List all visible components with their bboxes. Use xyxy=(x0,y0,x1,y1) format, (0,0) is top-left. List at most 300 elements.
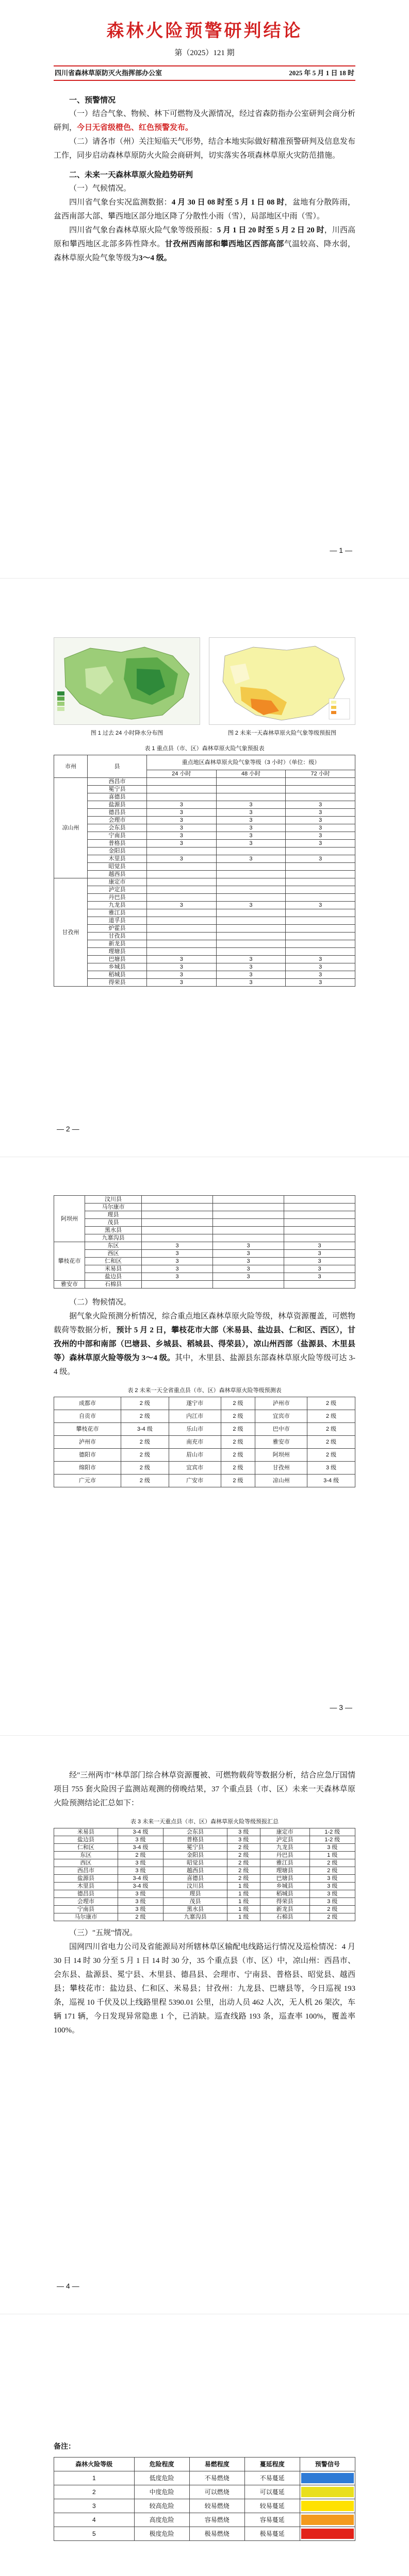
level-24h-cell xyxy=(147,940,217,948)
flammability-cell: 极易燃烧 xyxy=(189,2527,244,2541)
level-48h-cell: 3 xyxy=(216,840,286,848)
region-cell: 丹巴县 xyxy=(260,1852,309,1859)
county-cell: 西区 xyxy=(85,1250,142,1258)
level-48h-cell xyxy=(213,1196,284,1204)
warning-signal-swatch xyxy=(301,2487,354,2497)
level-cell: 2 级 xyxy=(309,1906,355,1913)
document-page-3 xyxy=(0,1157,409,1735)
level-24h-cell xyxy=(147,871,217,878)
table-row xyxy=(54,1462,355,1475)
weather-observation: 四川省气象台实况监测数据：4 月 30 日 08 时至 5 月 1 日 08 时，盆地有分散阵雨，盆西南部大部、攀西地区部分地区降了分散性小雨（雪），局部地区中雨（雪）。 xyxy=(54,198,355,221)
level-72h-cell xyxy=(286,948,355,956)
table-row xyxy=(54,793,355,801)
level-72h-cell: 3 xyxy=(284,1258,355,1265)
level-24h-cell xyxy=(147,793,217,801)
table-row xyxy=(54,1219,355,1227)
level-cell: 2 级 xyxy=(121,1436,169,1449)
table-row xyxy=(54,1890,355,1898)
table-row xyxy=(54,1410,355,1423)
level-48h-cell: 3 xyxy=(213,1265,284,1273)
precipitation-map xyxy=(54,637,200,725)
risk-level-cell: 3 xyxy=(54,2499,135,2513)
county-cell: 东区 xyxy=(85,1242,142,1250)
table-row xyxy=(54,1265,355,1273)
legend-row xyxy=(54,2471,355,2485)
region-cell: 冕宁县 xyxy=(163,1844,227,1852)
level-cell: 3 级 xyxy=(309,1890,355,1898)
table-row xyxy=(54,948,355,956)
level-cell: 2 级 xyxy=(309,1913,355,1921)
county-cell: 雅江县 xyxy=(88,909,147,917)
level-72h-cell xyxy=(284,1219,355,1227)
warning-signal-cell xyxy=(300,2471,355,2485)
county-summary-table xyxy=(54,1828,355,1921)
table-row xyxy=(54,1196,355,1204)
level-cell: 3 级 xyxy=(309,1883,355,1890)
level-48h-cell: 3 xyxy=(216,824,286,832)
level-cell: 3 级 xyxy=(118,1898,163,1906)
table-row xyxy=(54,1423,355,1436)
level-72h-cell xyxy=(286,886,355,894)
level-48h-cell xyxy=(216,948,286,956)
region-cell: 西昌市 xyxy=(54,1867,118,1875)
figure-1-caption: 图 1 过去 24 小时降水分布图 xyxy=(90,730,163,736)
level-cell: 3-4 级 xyxy=(307,1475,355,1487)
issuer-line xyxy=(54,66,355,80)
document-title: 森林火险预警研判结论 xyxy=(106,21,303,41)
level-cell: 2 级 xyxy=(221,1423,255,1436)
region-cell: 昭觉县 xyxy=(163,1859,227,1867)
section-1-para-2: （二）请各市（州）关注短临天气形势，结合本地实际做好精准预警研判及信息发布工作，同步启动森林草原防火火险会商研判，切实落实各项森林草原火灾防范措施。 xyxy=(54,138,356,160)
region-cell: 阿坝州 xyxy=(255,1449,307,1462)
legend-row xyxy=(54,2499,355,2513)
table-1-caption: 表 1 重点县（市、区）森林草原火险气象预报表 xyxy=(144,745,265,752)
level-24h-cell xyxy=(147,894,217,902)
level-cell: 3 级 xyxy=(118,1906,163,1913)
table-row xyxy=(54,778,355,786)
region-cell: 得荣县 xyxy=(260,1898,309,1906)
page-number: — 3 — xyxy=(330,1703,352,1711)
level-48h-cell xyxy=(216,933,286,940)
table-row xyxy=(54,1836,355,1844)
level-48h-cell: 3 xyxy=(216,902,286,909)
level-72h-cell xyxy=(286,917,355,925)
level-24h-cell: 3 xyxy=(147,963,217,971)
region-cell: 马尔康市 xyxy=(54,1913,118,1921)
region-cell: 巴塘县 xyxy=(260,1875,309,1883)
table-1-continued-body xyxy=(54,1196,355,1289)
region-cell: 稻城县 xyxy=(260,1890,309,1898)
region-cell: 德阳市 xyxy=(54,1449,121,1462)
legend-row xyxy=(54,2527,355,2541)
level-24h-cell xyxy=(142,1211,213,1219)
level-24h-cell xyxy=(147,848,217,855)
power-line-inspection: 国网四川省电力公司及省能源局对所辖林草区输配电线路运行情况及巡检情况：4 月 30 日 14 时 30 分至 5 月 1 日 14 时 30 分，35 个重点县（市、区）中，凉山州：西昌市、会东县、盐源县、冕宁县、木里县、德昌县、会理市、宁南县、普格县、昭觉县、越西县；攀枝花市：盐边县、仁和区、米易县；甘孜州：九龙县、巴塘县等，今日巡视 193 条，巡视 10 千伏及以上线路里程 5390.01 公里，出动人员 462 人次，无人机 26 架次，车辆 171 辆，今日发现异常隐患 1 个，已消缺。巡查线路 193 条，巡查率 100%，覆盖率 100%。 xyxy=(54,1943,355,2035)
county-cell: 盐边县 xyxy=(85,1273,142,1281)
region-cell: 木里县 xyxy=(54,1883,118,1890)
level-48h-cell: 3 xyxy=(216,971,286,979)
level-72h-cell xyxy=(284,1204,355,1211)
level-48h-cell xyxy=(216,925,286,933)
level-cell: 2 级 xyxy=(309,1867,355,1875)
level-48h-cell xyxy=(216,793,286,801)
region-cell: 攀枝花市 xyxy=(54,1423,121,1436)
table-row xyxy=(54,809,355,817)
region-cell: 九龙县 xyxy=(260,1844,309,1852)
table-row xyxy=(54,1258,355,1265)
level-24h-cell xyxy=(142,1227,213,1234)
level-48h-cell: 3 xyxy=(216,855,286,863)
county-cell: 喜德县 xyxy=(88,793,147,801)
level-cell: 2 级 xyxy=(221,1436,255,1449)
spread-cell: 容易蔓延 xyxy=(244,2513,300,2527)
level-48h-cell xyxy=(213,1227,284,1234)
figure-1 xyxy=(54,637,200,737)
region-cell: 石棉县 xyxy=(260,1913,309,1921)
region-cell: 成都市 xyxy=(54,1397,121,1410)
level-24h-cell: 3 xyxy=(142,1273,213,1281)
level-cell: 3-4 级 xyxy=(118,1883,163,1890)
county-cell: 康定市 xyxy=(88,878,147,886)
warning-signal-swatch xyxy=(301,2529,354,2539)
level-24h-cell xyxy=(142,1234,213,1242)
level-24h-cell xyxy=(147,909,217,917)
table-row xyxy=(54,1436,355,1449)
level-72h-cell xyxy=(286,925,355,933)
level-cell: 2 级 xyxy=(221,1397,255,1410)
spread-cell: 极易蔓延 xyxy=(244,2527,300,2541)
level-48h-cell: 3 xyxy=(216,956,286,963)
level-72h-cell xyxy=(286,871,355,878)
danger-degree-cell: 极度危险 xyxy=(134,2527,189,2541)
flammability-cell: 不易燃烧 xyxy=(189,2471,244,2485)
level-cell: 1-2 级 xyxy=(309,1836,355,1844)
weather-subheading: （一）气候情况。 xyxy=(69,184,132,193)
county-cell: 丹巴县 xyxy=(88,894,147,902)
spread-cell: 不易蔓延 xyxy=(244,2471,300,2485)
key-county-fire-risk-table xyxy=(54,755,355,987)
table-row xyxy=(54,1250,355,1258)
level-cell: 2 级 xyxy=(221,1410,255,1423)
level-24h-cell: 3 xyxy=(147,979,217,987)
level-24h-cell: 3 xyxy=(142,1242,213,1250)
level-cell: 2 级 xyxy=(121,1475,169,1487)
county-cell: 得荣县 xyxy=(88,979,147,987)
county-cell: 木里县 xyxy=(88,855,147,863)
key-county-fire-risk-table-continued xyxy=(54,1195,355,1289)
county-cell: 巴塘县 xyxy=(88,956,147,963)
level-cell: 1 级 xyxy=(227,1883,260,1890)
region-cell: 雅江县 xyxy=(260,1859,309,1867)
region-cell: 宁南县 xyxy=(54,1906,118,1913)
level-cell: 1-2 级 xyxy=(309,1828,355,1836)
level-24h-cell xyxy=(147,933,217,940)
region-cell: 理县 xyxy=(163,1890,227,1898)
region-cell: 普格县 xyxy=(163,1836,227,1844)
table-row xyxy=(54,979,355,987)
county-cell: 炉霍县 xyxy=(88,925,147,933)
region-cell: 喜德县 xyxy=(163,1875,227,1883)
level-72h-cell xyxy=(286,848,355,855)
city-cell: 甘孜州 xyxy=(54,878,88,987)
level-24h-cell: 3 xyxy=(147,902,217,909)
region-cell: 内江市 xyxy=(169,1410,221,1423)
level-cell: 3-4 级 xyxy=(121,1423,169,1436)
level-72h-cell xyxy=(286,933,355,940)
table-row xyxy=(54,1898,355,1906)
level-72h-cell xyxy=(284,1196,355,1204)
level-24h-cell xyxy=(147,886,217,894)
col-city: 市州 xyxy=(54,755,88,778)
table-row xyxy=(54,1281,355,1289)
table-row xyxy=(54,871,355,878)
region-cell: 广元市 xyxy=(54,1475,121,1487)
level-48h-cell: 3 xyxy=(213,1250,284,1258)
city-cell: 雅安市 xyxy=(54,1281,85,1289)
level-48h-cell xyxy=(216,848,286,855)
table-row xyxy=(54,824,355,832)
table-row xyxy=(54,1227,355,1234)
level-cell: 3-4 级 xyxy=(118,1844,163,1852)
weather-forecast: 四川省气象台森林草原火险气象等级预报：5 月 1 日 20 时至 5 月 2 日 20 时，川西高原和攀西地区北部多阵性降水。甘孜州西南部和攀西地区西部高部气温较高、降水弱，森林草原火险气象等级为3～4 级。 xyxy=(54,226,355,262)
level-cell: 3 级 xyxy=(309,1875,355,1883)
county-cell: 稻城县 xyxy=(88,971,147,979)
level-48h-cell xyxy=(216,778,286,786)
table-3-caption: 表 3 未来一天重点县（市、区）森林草原火险等级预报汇总 xyxy=(130,1819,279,1825)
city-cell: 凉山州 xyxy=(54,778,88,878)
issue-number: 第（2025）121 期 xyxy=(174,49,235,57)
region-cell: 理塘县 xyxy=(260,1867,309,1875)
region-cell: 仁和区 xyxy=(54,1844,118,1852)
level-cell: 2 级 xyxy=(221,1475,255,1487)
region-cell: 广安市 xyxy=(169,1475,221,1487)
table-row xyxy=(54,963,355,971)
level-72h-cell: 3 xyxy=(286,855,355,863)
table-row xyxy=(54,1204,355,1211)
level-cell: 3 级 xyxy=(118,1890,163,1898)
level-48h-cell xyxy=(213,1281,284,1289)
flammability-cell: 可以燃烧 xyxy=(189,2485,244,2499)
table-row xyxy=(54,832,355,840)
level-48h-cell: 3 xyxy=(216,801,286,809)
region-cell: 泸州市 xyxy=(54,1436,121,1449)
legend-body xyxy=(54,2471,355,2541)
level-cell: 1 级 xyxy=(227,1913,260,1921)
county-cell: 理县 xyxy=(85,1211,142,1219)
level-24h-cell xyxy=(147,925,217,933)
document-page-2 xyxy=(0,579,409,1157)
table-row xyxy=(54,956,355,963)
page-number: — 1 — xyxy=(330,546,352,554)
level-cell: 2 级 xyxy=(307,1436,355,1449)
level-72h-cell: 3 xyxy=(284,1242,355,1250)
table-row xyxy=(54,855,355,863)
level-24h-cell: 3 xyxy=(147,840,217,848)
region-cell: 金阳县 xyxy=(163,1852,227,1859)
level-cell: 3 级 xyxy=(309,1898,355,1906)
level-cell: 2 级 xyxy=(221,1462,255,1475)
region-cell: 泸州市 xyxy=(255,1397,307,1410)
level-72h-cell xyxy=(286,786,355,793)
region-cell: 九寨沟县 xyxy=(163,1913,227,1921)
risk-level-cell: 1 xyxy=(54,2471,135,2485)
table-row xyxy=(54,1273,355,1281)
table-row xyxy=(54,840,355,848)
danger-degree-cell: 中度危险 xyxy=(134,2485,189,2499)
table-row xyxy=(54,894,355,902)
fire-risk-level-legend xyxy=(54,2457,355,2541)
level-48h-cell xyxy=(216,871,286,878)
table-row xyxy=(54,1475,355,1487)
table-row xyxy=(54,886,355,894)
level-cell: 3 级 xyxy=(118,1859,163,1867)
col-level-header: 重点地区森林草原火险气象等级（3 小时）（单位：级） xyxy=(147,755,355,770)
level-72h-cell xyxy=(286,909,355,917)
level-48h-cell xyxy=(213,1219,284,1227)
county-cell: 汶川县 xyxy=(85,1196,142,1204)
level-cell: 2 级 xyxy=(307,1423,355,1436)
city-cell: 阿坝州 xyxy=(54,1196,85,1242)
region-cell: 康定市 xyxy=(260,1828,309,1836)
level-72h-cell: 3 xyxy=(286,801,355,809)
level-cell: 1 级 xyxy=(227,1890,260,1898)
county-cell: 甘孜县 xyxy=(88,933,147,940)
warning-signal-swatch xyxy=(301,2501,354,2511)
legend-col-signal: 预警信号 xyxy=(300,2458,355,2471)
region-cell: 绵阳市 xyxy=(54,1462,121,1475)
table-row xyxy=(54,1906,355,1913)
section-2-heading: 二、未来一天森林草原火险趋势研判 xyxy=(69,170,193,179)
level-48h-cell xyxy=(216,894,286,902)
col-24h: 24 小时 xyxy=(147,770,217,778)
level-72h-cell: 3 xyxy=(286,809,355,817)
risk-level-cell: 5 xyxy=(54,2527,135,2541)
county-cell: 理塘县 xyxy=(88,948,147,956)
county-cell: 金阳县 xyxy=(88,848,147,855)
document-page-4 xyxy=(0,1736,409,2314)
issue-date: 2025 年 5 月 1 日 18 时 xyxy=(289,69,354,77)
region-cell: 茂县 xyxy=(163,1898,227,1906)
county-cell: 仁和区 xyxy=(85,1258,142,1265)
region-cell: 西区 xyxy=(54,1859,118,1867)
table-row xyxy=(54,902,355,909)
level-72h-cell: 3 xyxy=(286,956,355,963)
level-24h-cell: 3 xyxy=(147,971,217,979)
level-72h-cell: 3 xyxy=(284,1250,355,1258)
county-cell: 黑水县 xyxy=(85,1227,142,1234)
level-24h-cell: 3 xyxy=(147,956,217,963)
level-cell: 3 级 xyxy=(118,1867,163,1875)
level-24h-cell: 3 xyxy=(142,1265,213,1273)
level-72h-cell: 3 xyxy=(286,817,355,824)
legend-row xyxy=(54,2513,355,2527)
level-48h-cell xyxy=(216,940,286,948)
page-number: — 2 — xyxy=(57,1125,79,1133)
county-cell: 茂县 xyxy=(85,1219,142,1227)
level-48h-cell xyxy=(216,786,286,793)
level-cell: 2 级 xyxy=(227,1867,260,1875)
level-72h-cell xyxy=(284,1211,355,1219)
region-cell: 黑水县 xyxy=(163,1906,227,1913)
table-row xyxy=(54,1852,355,1859)
table-row xyxy=(54,786,355,793)
warning-signal-swatch xyxy=(301,2515,354,2525)
level-24h-cell: 3 xyxy=(147,824,217,832)
level-24h-cell xyxy=(142,1219,213,1227)
table-row xyxy=(54,1828,355,1836)
table-row xyxy=(54,863,355,871)
level-24h-cell xyxy=(147,786,217,793)
warning-signal-cell xyxy=(300,2527,355,2541)
danger-degree-cell: 较高危险 xyxy=(134,2499,189,2513)
level-cell: 2 级 xyxy=(121,1449,169,1462)
level-cell: 2 级 xyxy=(227,1852,260,1859)
table-row xyxy=(54,933,355,940)
level-48h-cell: 3 xyxy=(216,963,286,971)
county-cell: 道孚县 xyxy=(88,917,147,925)
level-24h-cell xyxy=(147,948,217,956)
level-cell: 2 级 xyxy=(221,1449,255,1462)
level-24h-cell: 3 xyxy=(142,1250,213,1258)
figure-2-caption: 图 2 未来一天森林草原火险气象等级预报图 xyxy=(227,730,337,736)
county-cell: 米易县 xyxy=(85,1265,142,1273)
level-72h-cell xyxy=(284,1234,355,1242)
level-72h-cell: 3 xyxy=(284,1273,355,1281)
table-row xyxy=(54,1867,355,1875)
county-cell: 普格县 xyxy=(88,840,147,848)
level-48h-cell: 3 xyxy=(213,1242,284,1250)
level-48h-cell: 3 xyxy=(213,1273,284,1281)
level-24h-cell: 3 xyxy=(147,832,217,840)
level-cell: 2 级 xyxy=(118,1852,163,1859)
legend-row xyxy=(54,2485,355,2499)
region-cell: 宜宾市 xyxy=(255,1410,307,1423)
county-summary-intro: 经"三州两市"林草部门综合林草资源覆被、可燃物载荷等数据分析，结合应急厅国情项目 755 套火险因子监测站观测的傍晚结果，37 个重点县（市、区）未来一天森林草原火险预测结论汇总如下： xyxy=(54,1771,355,1807)
level-72h-cell xyxy=(284,1281,355,1289)
region-cell: 乐山市 xyxy=(169,1423,221,1436)
flammability-cell: 容易燃烧 xyxy=(189,2513,244,2527)
legend-col-spread: 蔓延程度 xyxy=(244,2458,300,2471)
region-cell: 东区 xyxy=(54,1852,118,1859)
level-48h-cell: 3 xyxy=(216,817,286,824)
level-24h-cell xyxy=(147,878,217,886)
county-cell: 德昌县 xyxy=(88,809,147,817)
level-72h-cell xyxy=(286,894,355,902)
warning-signal-cell xyxy=(300,2499,355,2513)
county-cell: 石棉县 xyxy=(85,1281,142,1289)
city-cell: 攀枝花市 xyxy=(54,1242,85,1281)
document-page-1 xyxy=(0,0,409,578)
table-row xyxy=(54,940,355,948)
level-cell: 3 级 xyxy=(307,1462,355,1475)
level-cell: 2 级 xyxy=(307,1410,355,1423)
risk-level-cell: 4 xyxy=(54,2513,135,2527)
region-cell: 南充市 xyxy=(169,1436,221,1449)
table-2-body xyxy=(54,1397,355,1487)
level-48h-cell xyxy=(213,1234,284,1242)
level-24h-cell: 3 xyxy=(147,855,217,863)
level-24h-cell: 3 xyxy=(142,1258,213,1265)
page-number: — 4 — xyxy=(57,2282,79,2290)
table-row xyxy=(54,1449,355,1462)
col-county: 县 xyxy=(88,755,147,778)
level-48h-cell: 3 xyxy=(216,832,286,840)
region-cell: 乡城县 xyxy=(260,1883,309,1890)
risk-level-cell: 2 xyxy=(54,2485,135,2499)
issuer-name: 四川省森林草原防灭火指挥部办公室 xyxy=(55,69,162,77)
level-72h-cell: 3 xyxy=(286,963,355,971)
level-24h-cell: 3 xyxy=(147,801,217,809)
